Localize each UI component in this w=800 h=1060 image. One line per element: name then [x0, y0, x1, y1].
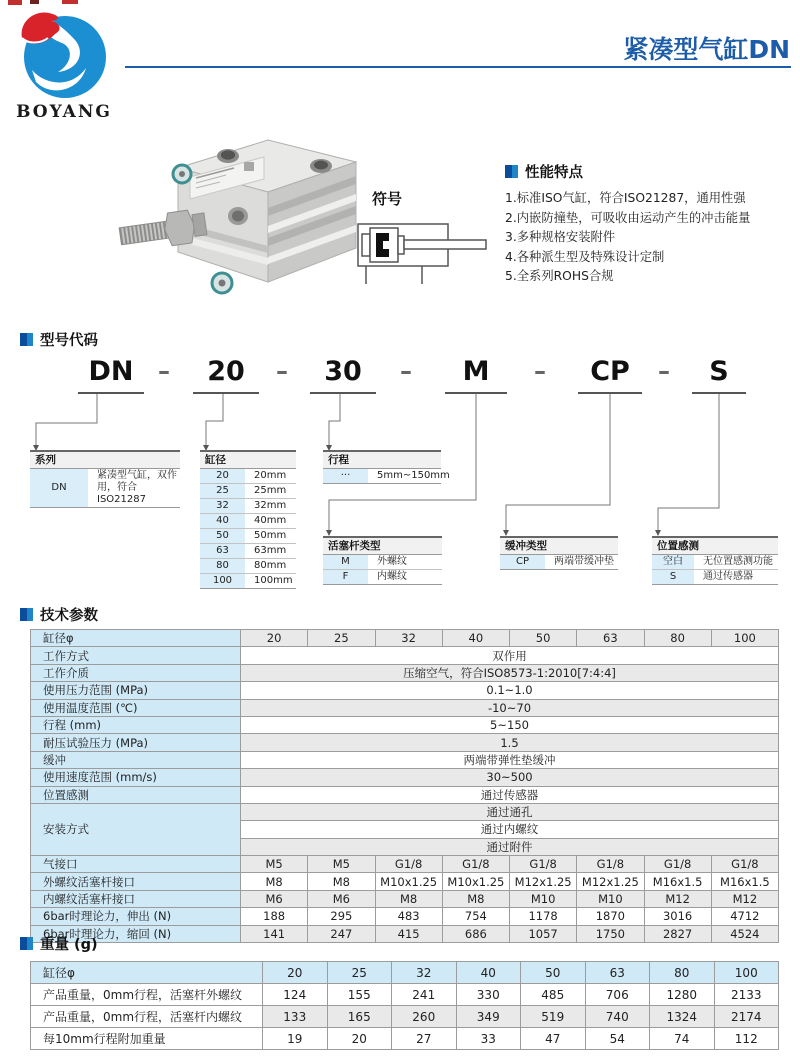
tech-bore-value: 25	[308, 630, 375, 647]
model-code-box-code: 空白	[652, 555, 694, 569]
table-row	[31, 769, 779, 786]
model-code-box-title: 行程	[323, 450, 441, 469]
table-row	[31, 803, 779, 820]
model-code-box	[30, 450, 180, 508]
tech-cell-value: 247	[308, 925, 375, 942]
title-rule	[125, 66, 791, 68]
tech-span-value: -10~70	[241, 699, 779, 716]
model-code-box	[323, 536, 442, 585]
tech-cell-value: M16x1.5	[644, 873, 711, 890]
model-code-box-desc: 紧凑型气缸，双作用，符合ISO21287	[97, 470, 177, 505]
tech-cell-value: M16x1.5	[711, 873, 778, 890]
model-code-box-row	[200, 514, 296, 529]
section-bullet-icon	[20, 937, 33, 950]
model-code-box-code: 25	[200, 484, 245, 498]
tech-cell-value: M6	[241, 890, 308, 907]
tech-span-value: 通过传感器	[241, 786, 779, 803]
weight-table	[30, 961, 779, 1050]
tech-cell-value: M12	[644, 890, 711, 907]
weight-bore-value: 25	[327, 962, 392, 984]
tech-span-value: 通过附件	[241, 838, 779, 855]
brand-logo	[12, 8, 116, 122]
model-code-box-code: S	[652, 570, 694, 584]
tech-bore-label: 缸径φ	[31, 630, 241, 647]
section-bullet-icon	[505, 165, 518, 178]
tech-params-table	[30, 629, 779, 943]
weight-row-label: 产品重量，0mm行程，活塞杆外螺纹	[31, 984, 263, 1006]
tech-row-label: 工作方式	[31, 647, 241, 664]
table-row	[31, 630, 779, 647]
model-code-box-title: 活塞杆类型	[323, 536, 442, 555]
tech-row-label: 工作介质	[31, 664, 241, 681]
feature-item: 5.全系列ROHS合规	[505, 269, 614, 283]
model-code-box-code: M	[323, 555, 368, 569]
tech-cell-value: 754	[442, 908, 509, 925]
section-bullet-icon	[20, 333, 33, 346]
brand-name: BOYANG	[16, 102, 112, 122]
tech-cell-value: 415	[375, 925, 442, 942]
product-photo	[116, 130, 374, 314]
model-code-box-row	[200, 529, 296, 544]
table-row	[31, 908, 779, 925]
model-code-box-title: 位置感测	[652, 536, 778, 555]
features-section	[505, 161, 797, 287]
weight-cell-value: 260	[392, 1006, 457, 1028]
tech-span-value: 30~500	[241, 769, 779, 786]
table-row	[31, 647, 779, 664]
model-code-box-row	[323, 555, 442, 570]
weight-bore-value: 40	[456, 962, 521, 984]
model-code-box-desc: 80mm	[254, 560, 287, 571]
weight-bore-value: 80	[650, 962, 715, 984]
page-title: 紧凑型气缸DN	[623, 35, 790, 64]
weight-bore-label: 缸径φ	[31, 962, 263, 984]
weight-cell-value: 124	[263, 984, 328, 1006]
model-code-box-desc: 通过传感器	[703, 571, 753, 582]
tech-cell-value: 1178	[510, 908, 577, 925]
table-row	[31, 699, 779, 716]
tech-cell-value: M12x1.25	[510, 873, 577, 890]
tech-span-value: 0.1~1.0	[241, 682, 779, 699]
model-code-box	[200, 450, 296, 589]
model-code-separator: –	[658, 357, 670, 385]
scan-artifact	[8, 0, 22, 5]
weight-cell-value: 33	[456, 1028, 521, 1050]
model-code-title: 型号代码	[40, 333, 98, 349]
features-list	[505, 189, 797, 287]
feature-item: 4.各种派生型及特殊设计定制	[505, 249, 665, 264]
tech-row-label: 气接口	[31, 856, 241, 873]
weight-cell-value: 2174	[714, 1006, 779, 1028]
model-code-box	[500, 536, 618, 570]
scan-artifact	[30, 0, 39, 4]
model-code-box-row	[200, 574, 296, 589]
table-row	[31, 664, 779, 681]
model-code-box-row	[200, 469, 296, 484]
weight-cell-value: 706	[585, 984, 650, 1006]
table-row	[31, 873, 779, 890]
tech-cell-value: M5	[308, 856, 375, 873]
weight-title: 重量 (g)	[40, 937, 98, 953]
model-code-box-row	[652, 570, 778, 585]
scan-artifact	[62, 0, 78, 4]
tech-row-label: 6bar时理论力，伸出 (N)	[31, 908, 241, 925]
weight-cell-value: 20	[327, 1028, 392, 1050]
tech-cell-value: M10x1.25	[375, 873, 442, 890]
tech-cell-value: 188	[241, 908, 308, 925]
model-code-box-code: 80	[200, 559, 245, 573]
tech-row-label: 行程 (mm)	[31, 716, 241, 733]
model-code-box-code: DN	[30, 469, 88, 507]
weight-bore-value: 50	[521, 962, 586, 984]
model-code-separator: –	[276, 357, 288, 385]
weight-cell-value: 740	[585, 1006, 650, 1028]
weight-header	[20, 933, 98, 954]
table-row	[31, 734, 779, 751]
model-code-box-title: 系列	[30, 450, 180, 469]
model-code-box-row	[323, 469, 450, 484]
tech-cell-value: M10x1.25	[442, 873, 509, 890]
weight-cell-value: 330	[456, 984, 521, 1006]
model-code-box-title: 缸径	[200, 450, 296, 469]
tech-span-value: 5~150	[241, 716, 779, 733]
model-code-separator: –	[158, 357, 170, 385]
tech-cell-value: 4524	[711, 925, 778, 942]
tech-span-value: 双作用	[241, 647, 779, 664]
model-code-box-code: ···	[323, 469, 368, 483]
model-code-box-row	[200, 484, 296, 499]
model-code-box-code: 63	[200, 544, 245, 558]
weight-bore-value: 100	[714, 962, 779, 984]
tech-span-value: 压缩空气，符合ISO8573-1:2010[7:4:4]	[241, 664, 779, 681]
tech-row-label: 内螺纹活塞杆接口	[31, 890, 241, 907]
table-row	[31, 716, 779, 733]
tech-span-value: 通过通孔	[241, 803, 779, 820]
model-code-box-code: 32	[200, 499, 245, 513]
model-code-box-row	[500, 555, 618, 570]
weight-row-label: 每10mm行程附加重量	[31, 1028, 263, 1050]
model-code-box-desc: 50mm	[254, 530, 287, 541]
tech-cell-value: 1870	[577, 908, 644, 925]
tech-cell-value: 686	[442, 925, 509, 942]
tech-cell-value: G1/8	[510, 856, 577, 873]
tech-cell-value: G1/8	[711, 856, 778, 873]
model-code-box-code: 50	[200, 529, 245, 543]
model-code-box-row	[200, 559, 296, 574]
model-code-box-desc: 5mm~150mm	[377, 470, 450, 481]
tech-cell-value: 483	[375, 908, 442, 925]
table-row	[31, 925, 779, 942]
symbol-label: 符号	[372, 190, 403, 208]
model-code-segment: S	[692, 354, 746, 394]
tech-row-label: 外螺纹活塞杆接口	[31, 873, 241, 890]
weight-cell-value: 133	[263, 1006, 328, 1028]
tech-cell-value: M10	[510, 890, 577, 907]
table-row	[31, 984, 779, 1006]
weight-cell-value: 27	[392, 1028, 457, 1050]
tech-bore-value: 32	[375, 630, 442, 647]
pneumatic-symbol-diagram	[356, 214, 491, 290]
model-code-box	[323, 450, 450, 484]
tech-cell-value: M6	[308, 890, 375, 907]
weight-cell-value: 74	[650, 1028, 715, 1050]
tech-span-value: 1.5	[241, 734, 779, 751]
tech-row-label: 使用速度范围 (mm/s)	[31, 769, 241, 786]
table-row	[31, 751, 779, 768]
model-code-box-code: CP	[500, 555, 545, 569]
model-code-box-desc: 无位置感测功能	[703, 556, 773, 567]
tech-row-label: 使用温度范围 (℃)	[31, 699, 241, 716]
model-code-box-desc: 32mm	[254, 500, 287, 511]
model-code-box-code: 20	[200, 469, 245, 483]
table-row	[31, 1028, 779, 1050]
model-code-segment: M	[445, 354, 507, 394]
tech-cell-value: 1750	[577, 925, 644, 942]
section-bullet-icon	[20, 608, 33, 621]
tech-bore-value: 20	[241, 630, 308, 647]
tech-cell-value: G1/8	[577, 856, 644, 873]
feature-item: 1.标准ISO气缸，符合ISO21287，通用性强	[505, 191, 746, 205]
model-code-box-desc: 两端带缓冲垫	[554, 556, 614, 567]
tech-params-title: 技术参数	[40, 608, 98, 624]
weight-cell-value: 112	[714, 1028, 779, 1050]
tech-cell-value: 3016	[644, 908, 711, 925]
tech-cell-value: G1/8	[375, 856, 442, 873]
weight-cell-value: 19	[263, 1028, 328, 1050]
model-code-box	[652, 536, 778, 585]
model-code-box-desc: 20mm	[254, 470, 287, 481]
table-row	[31, 682, 779, 699]
weight-cell-value: 349	[456, 1006, 521, 1028]
table-row	[31, 890, 779, 907]
model-code-box-code: 40	[200, 514, 245, 528]
weight-cell-value: 2133	[714, 984, 779, 1006]
table-row	[31, 786, 779, 803]
tech-cell-value: 295	[308, 908, 375, 925]
model-code-box-title: 缓冲类型	[500, 536, 618, 555]
model-code-box-row	[30, 469, 180, 508]
model-code-box-row	[652, 555, 778, 570]
tech-cell-value: M10	[577, 890, 644, 907]
model-code-separator: –	[534, 357, 546, 385]
tech-cell-value: G1/8	[442, 856, 509, 873]
model-code-box-desc: 外螺纹	[377, 556, 407, 567]
weight-cell-value: 519	[521, 1006, 586, 1028]
boyang-logo-icon	[18, 8, 110, 100]
tech-row-label: 安装方式	[31, 803, 241, 855]
model-code-box-desc: 40mm	[254, 515, 287, 526]
tech-cell-value: M8	[308, 873, 375, 890]
table-row	[31, 962, 779, 984]
tech-bore-value: 100	[711, 630, 778, 647]
model-code-box-code: 100	[200, 574, 245, 588]
tech-cell-value: M8	[241, 873, 308, 890]
tech-cell-value: 4712	[711, 908, 778, 925]
model-code-box-desc: 100mm	[254, 575, 293, 586]
weight-cell-value: 54	[585, 1028, 650, 1050]
tech-cell-value: 141	[241, 925, 308, 942]
tech-row-label: 缓冲	[31, 751, 241, 768]
model-code-segment: DN	[78, 354, 144, 394]
weight-cell-value: 47	[521, 1028, 586, 1050]
tech-row-label: 使用压力范围 (MPa)	[31, 682, 241, 699]
weight-cell-value: 241	[392, 984, 457, 1006]
model-code-segment: 30	[310, 354, 376, 394]
tech-cell-value: M5	[241, 856, 308, 873]
tech-bore-value: 40	[442, 630, 509, 647]
tech-span-value: 通过内螺纹	[241, 821, 779, 838]
tech-row-label: 位置感测	[31, 786, 241, 803]
feature-item: 3.多种规格安装附件	[505, 230, 616, 244]
model-code-header	[20, 329, 98, 350]
weight-row-label: 产品重量，0mm行程，活塞杆内螺纹	[31, 1006, 263, 1028]
weight-cell-value: 155	[327, 984, 392, 1006]
tech-row-label: 6bar时理论力，缩回 (N)	[31, 925, 241, 942]
model-code-segment: CP	[578, 354, 642, 394]
tech-cell-value: M8	[442, 890, 509, 907]
weight-cell-value: 1324	[650, 1006, 715, 1028]
weight-bore-value: 20	[263, 962, 328, 984]
weight-bore-value: 32	[392, 962, 457, 984]
tech-bore-value: 50	[510, 630, 577, 647]
table-row	[31, 1006, 779, 1028]
model-code-separator: –	[400, 357, 412, 385]
tech-bore-value: 63	[577, 630, 644, 647]
tech-params-header	[20, 604, 98, 625]
tech-cell-value: G1/8	[644, 856, 711, 873]
tech-row-label: 耐压试验压力 (MPa)	[31, 734, 241, 751]
table-row	[31, 856, 779, 873]
model-code-box-desc: 63mm	[254, 545, 287, 556]
tech-bore-value: 80	[644, 630, 711, 647]
tech-cell-value: 2827	[644, 925, 711, 942]
weight-cell-value: 1280	[650, 984, 715, 1006]
features-title: 性能特点	[525, 165, 583, 181]
model-code-box-row	[200, 499, 296, 514]
model-code-box-desc: 内螺纹	[377, 571, 407, 582]
tech-cell-value: M8	[375, 890, 442, 907]
tech-cell-value: 1057	[510, 925, 577, 942]
model-code-box-desc: 25mm	[254, 485, 287, 496]
model-code-box-row	[200, 544, 296, 559]
model-code-box-code: F	[323, 570, 368, 584]
weight-cell-value: 165	[327, 1006, 392, 1028]
feature-item: 2.内嵌防撞垫，可吸收由运动产生的冲击能量	[505, 210, 751, 225]
features-header	[505, 161, 797, 182]
tech-span-value: 两端带弹性垫缓冲	[241, 751, 779, 768]
model-code-box-row	[323, 570, 442, 585]
model-code-segment: 20	[193, 354, 259, 394]
tech-cell-value: M12	[711, 890, 778, 907]
tech-cell-value: M12x1.25	[577, 873, 644, 890]
weight-bore-value: 63	[585, 962, 650, 984]
weight-cell-value: 485	[521, 984, 586, 1006]
